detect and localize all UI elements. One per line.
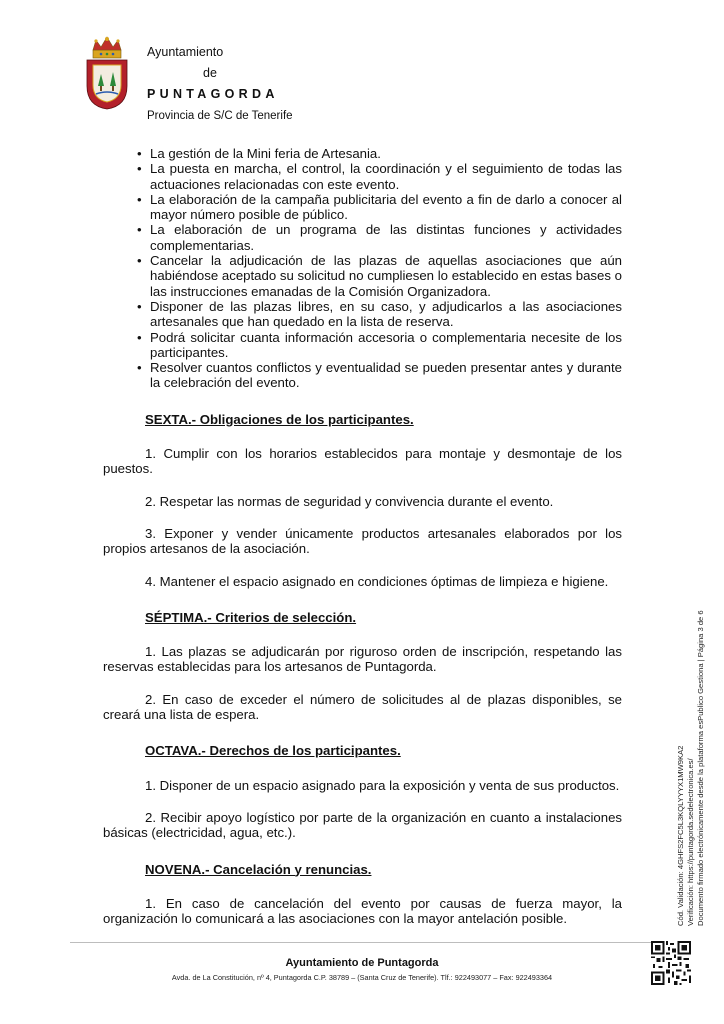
bullet-icon: • [137, 329, 142, 345]
list-item-text: Disponer de las plazas libres, en su caso, y adjudicarlos a las asociaciones artesanales que han quedado en la lista de reserva. [150, 298, 622, 330]
list-item-text: La elaboración de un programa de las distintas funciones y actividades complementarias. [150, 222, 622, 253]
document-body [103, 146, 622, 926]
validation-code: Cód. Validación: 4GHFS2FC5L3KQLYYYX1MW9KA2 [676, 745, 685, 926]
list-item [103, 146, 622, 161]
list-item-text: La puesta en marcha, el control, la coordinación y el seguimiento de todas las actuaciones relacionadas con este evento. [150, 161, 622, 192]
footer-title: Ayuntamiento de Puntagorda [285, 957, 439, 969]
paragraph: 3. Exponer y vender únicamente productos artesanales elaborados por los propios artesanos de la asociación. [103, 525, 622, 557]
paragraph: 1. Cumplir con los horarios establecidos para montaje y desmontaje de los puestos. [103, 446, 622, 477]
list-item [103, 299, 622, 330]
section-title: OCTAVA.- Derechos de los participantes. [145, 743, 401, 759]
list-item [103, 330, 622, 361]
list-item-text: Cancelar la adjudicación de las plazas de aquellas asociaciones que aún habiéndose aceptado su solicitud no cumpliesen lo establecido en estas bases o las instrucciones emanadas de la Comisión Organizadora. [150, 253, 622, 299]
section-novena [103, 862, 622, 927]
header-municipality-name: PUNTAGORDA [147, 87, 279, 101]
list-item-text: Podrá solicitar cuanta información accesoria o complementaria necesite de los participantes. [150, 329, 622, 360]
bullet-icon: • [137, 253, 142, 269]
list-item [103, 253, 622, 299]
coat-of-arms-logo [84, 36, 130, 110]
section-septima [103, 610, 622, 722]
section-sexta [103, 412, 622, 589]
header-province: Provincia de S/C de Tenerife [147, 110, 293, 122]
list-item [103, 360, 622, 391]
functions-list [103, 146, 622, 391]
verification-url[interactable]: Verificación: https://puntagorda.sedelectronica.es/ [686, 758, 695, 926]
list-item [103, 161, 622, 192]
qr-code-icon [651, 941, 691, 985]
footer-address: Avda. de La Constitución, nº 4, Puntagorda C.P. 38789 – (Santa Cruz de Tenerife). Tlf.: 922493077 – Fax: 922493364 [171, 973, 553, 982]
section-octava [103, 743, 622, 840]
paragraph: 1. Las plazas se adjudicarán por riguroso orden de inscripción, respetando las reservas establecidas para los artesanos de Puntagorda. [103, 644, 622, 675]
footer-divider [70, 942, 654, 943]
paragraph: 2. Recibir apoyo logístico por parte de la organización en cuanto a instalaciones básicas (electricidad, agua, etc.). [103, 809, 622, 841]
list-item-text: La gestión de la Mini feria de Artesania. [150, 146, 381, 161]
list-item [103, 222, 622, 253]
paragraph: 2. Respetar las normas de seguridad y convivencia durante el evento. [145, 493, 554, 509]
list-item-text: Resolver cuantos conflictos y eventualidad se pueden presentar antes y durante la celebración del evento. [150, 360, 622, 391]
signature-note: Documento firmado electrónicamente desde la plataforma esPublico Gestiona | Página 3 de 6 [696, 610, 705, 926]
list-item-text: La elaboración de la campaña publicitaria del evento a fin de darlo a conocer al mayor número posible de público. [150, 191, 622, 223]
bullet-icon: • [137, 360, 142, 376]
paragraph: 1. Disponer de un espacio asignado para la exposición y venta de sus productos. [145, 777, 620, 793]
bullet-icon: • [137, 222, 142, 238]
bullet-icon: • [137, 191, 142, 207]
paragraph: 4. Mantener el espacio asignado en condiciones óptimas de limpieza e higiene. [145, 573, 609, 589]
section-title: NOVENA.- Cancelación y renuncias. [145, 861, 372, 877]
bullet-icon: • [137, 146, 142, 161]
section-title: SÉPTIMA.- Criterios de selección. [145, 609, 357, 625]
section-title: SEXTA.- Obligaciones de los participantes. [145, 411, 414, 427]
list-item [103, 192, 622, 223]
paragraph: 1. En caso de cancelación del evento por causas de fuerza mayor, la organización lo comunicará a las asociaciones con la mayor antelación posible. [103, 895, 622, 927]
paragraph: 2. En caso de exceder el número de solicitudes al de plazas disponibles, se creará una lista de espera. [103, 691, 622, 723]
bullet-icon: • [137, 298, 142, 314]
header-de: de [203, 66, 217, 80]
bullet-icon: • [137, 161, 142, 177]
header-ayuntamiento: Ayuntamiento [147, 45, 224, 59]
